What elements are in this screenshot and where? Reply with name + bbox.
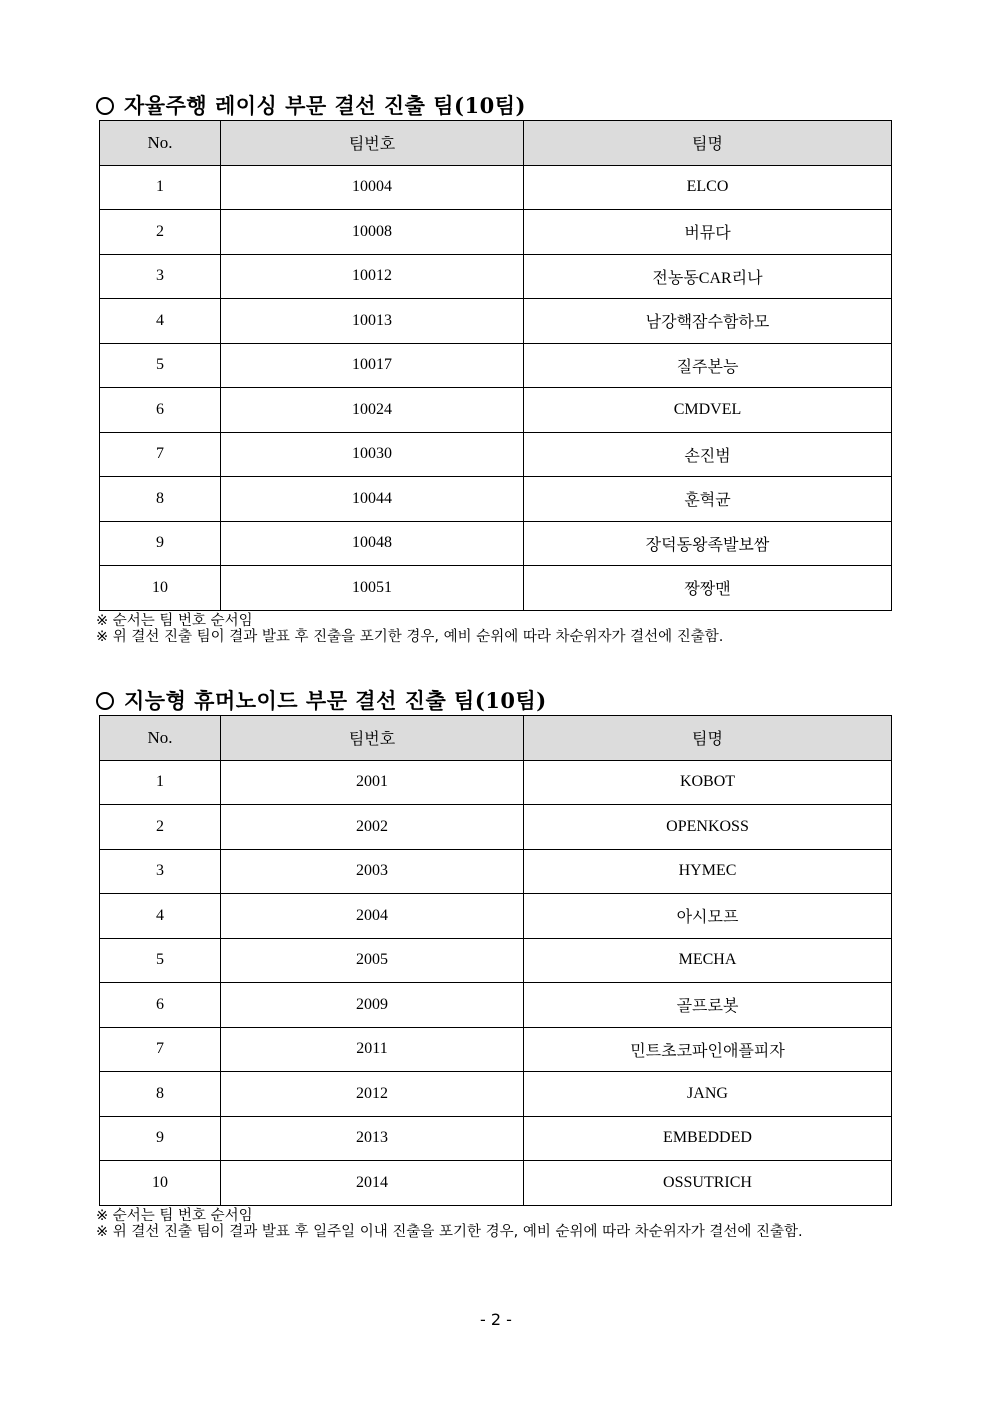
- cell-no: 9: [100, 521, 221, 566]
- cell-no: 5: [100, 938, 221, 983]
- cell-no: 7: [100, 1027, 221, 1072]
- table-row: [100, 983, 892, 1028]
- cell-team-name: 질주본능: [524, 343, 892, 388]
- cell-team-number: 2009: [221, 983, 524, 1028]
- cell-team-name: 손진범: [524, 432, 892, 477]
- cell-no: 6: [100, 388, 221, 433]
- cell-team-number: 2013: [221, 1116, 524, 1161]
- cell-team-name: JANG: [524, 1072, 892, 1117]
- notes: [96, 1208, 896, 1240]
- table-row: [100, 254, 892, 299]
- table-header-row: [100, 716, 892, 761]
- header-team-number: 팀번호: [221, 121, 524, 166]
- cell-team-name: CMDVEL: [524, 388, 892, 433]
- cell-team-number: 2014: [221, 1161, 524, 1206]
- cell-team-number: 10017: [221, 343, 524, 388]
- cell-no: 8: [100, 1072, 221, 1117]
- table-row: [100, 805, 892, 850]
- section-title-text: 지능형 휴머노이드 부문 결선 진출 팀(10팀): [124, 688, 547, 713]
- cell-team-number: 2012: [221, 1072, 524, 1117]
- section-title-text: 자율주행 레이싱 부문 결선 진출 팀(10팀): [124, 93, 526, 118]
- section-racing: [96, 92, 896, 645]
- table-header-row: [100, 121, 892, 166]
- cell-no: 3: [100, 849, 221, 894]
- table-row: [100, 299, 892, 344]
- table-row: [100, 1116, 892, 1161]
- cell-team-number: 2002: [221, 805, 524, 850]
- cell-no: 9: [100, 1116, 221, 1161]
- cell-team-number: 2011: [221, 1027, 524, 1072]
- circle-bullet-icon: [96, 692, 114, 710]
- cell-team-name: 민트초코파인애플피자: [524, 1027, 892, 1072]
- cell-no: 10: [100, 1161, 221, 1206]
- cell-team-number: 2003: [221, 849, 524, 894]
- cell-team-name: HYMEC: [524, 849, 892, 894]
- cell-no: 1: [100, 760, 221, 805]
- cell-team-name: 골프로봇: [524, 983, 892, 1028]
- cell-no: 4: [100, 299, 221, 344]
- cell-team-name: KOBOT: [524, 760, 892, 805]
- cell-no: 3: [100, 254, 221, 299]
- cell-team-number: 10051: [221, 566, 524, 611]
- note-alternate: ※ 위 결선 진출 팀이 결과 발표 후 일주일 이내 진출을 포기한 경우, 예비 순위에 따라 차순위자가 결선에 진출함.: [96, 1223, 803, 1240]
- table-row: [100, 210, 892, 255]
- table-row: [100, 477, 892, 522]
- table-row: [100, 388, 892, 433]
- cell-team-number: 2004: [221, 894, 524, 939]
- table-row: [100, 343, 892, 388]
- circle-bullet-icon: [96, 97, 114, 115]
- cell-no: 4: [100, 894, 221, 939]
- header-team-name: 팀명: [524, 121, 892, 166]
- section-title: [96, 92, 896, 120]
- table-row: [100, 566, 892, 611]
- cell-team-name: ELCO: [524, 165, 892, 210]
- cell-team-number: 10013: [221, 299, 524, 344]
- cell-team-number: 10030: [221, 432, 524, 477]
- table-row: [100, 849, 892, 894]
- cell-team-number: 10004: [221, 165, 524, 210]
- cell-team-name: EMBEDDED: [524, 1116, 892, 1161]
- teams-table: [99, 715, 892, 1206]
- cell-team-number: 10048: [221, 521, 524, 566]
- cell-team-number: 10008: [221, 210, 524, 255]
- section-humanoid: [96, 687, 896, 1240]
- cell-team-name: 버뮤다: [524, 210, 892, 255]
- cell-team-name: 남강핵잠수함하모: [524, 299, 892, 344]
- table-row: [100, 521, 892, 566]
- note-order: ※ 순서는 팀 번호 순서임: [96, 612, 253, 629]
- cell-team-number: 10044: [221, 477, 524, 522]
- cell-no: 7: [100, 432, 221, 477]
- teams-table: [99, 120, 892, 611]
- cell-team-name: OPENKOSS: [524, 805, 892, 850]
- cell-team-name: 짱짱맨: [524, 566, 892, 611]
- table-row: [100, 894, 892, 939]
- cell-no: 6: [100, 983, 221, 1028]
- notes: [96, 613, 896, 645]
- cell-no: 1: [100, 165, 221, 210]
- cell-no: 8: [100, 477, 221, 522]
- note-alternate: ※ 위 결선 진출 팀이 결과 발표 후 진출을 포기한 경우, 예비 순위에 따라 차순위자가 결선에 진출함.: [96, 628, 724, 645]
- header-team-number: 팀번호: [221, 716, 524, 761]
- cell-no: 2: [100, 210, 221, 255]
- table-row: [100, 1072, 892, 1117]
- table-row: [100, 165, 892, 210]
- cell-team-number: 10024: [221, 388, 524, 433]
- cell-team-name: 훈혁균: [524, 477, 892, 522]
- cell-team-name: 전농동CAR리나: [524, 254, 892, 299]
- header-no: No.: [100, 121, 221, 166]
- cell-no: 2: [100, 805, 221, 850]
- cell-team-number: 2005: [221, 938, 524, 983]
- cell-team-name: MECHA: [524, 938, 892, 983]
- table-row: [100, 1161, 892, 1206]
- cell-team-name: 장덕동왕족발보쌈: [524, 521, 892, 566]
- table-row: [100, 1027, 892, 1072]
- section-title: [96, 687, 896, 715]
- table-row: [100, 760, 892, 805]
- table-row: [100, 432, 892, 477]
- cell-team-number: 2001: [221, 760, 524, 805]
- cell-team-name: OSSUTRICH: [524, 1161, 892, 1206]
- cell-team-number: 10012: [221, 254, 524, 299]
- cell-no: 10: [100, 566, 221, 611]
- header-team-name: 팀명: [524, 716, 892, 761]
- header-no: No.: [100, 716, 221, 761]
- note-order: ※ 순서는 팀 번호 순서임: [96, 1207, 253, 1224]
- cell-no: 5: [100, 343, 221, 388]
- table-row: [100, 938, 892, 983]
- cell-team-name: 아시모프: [524, 894, 892, 939]
- page-number: - 2 -: [480, 1310, 512, 1329]
